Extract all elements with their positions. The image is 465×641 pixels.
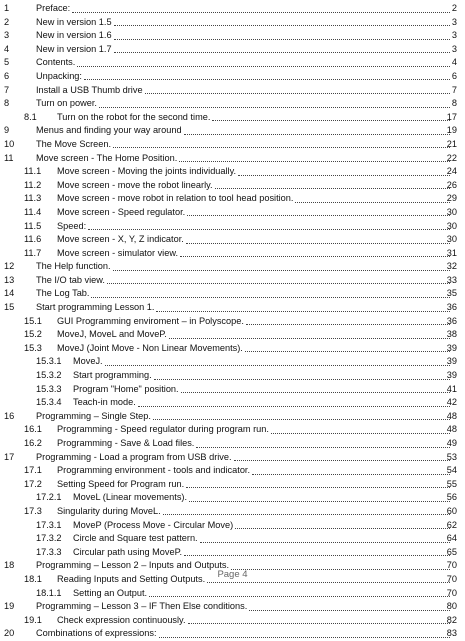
toc-entry-page: 42 — [446, 397, 457, 408]
toc-entry-page: 65 — [446, 546, 457, 557]
toc-entry[interactable] — [0, 328, 465, 342]
toc-entry-title-text: Programming - Speed regulator during program run. — [57, 423, 270, 437]
toc-entry-number: 17.2.1 — [36, 492, 62, 503]
toc-entry-number: 11.3 — [24, 193, 42, 204]
toc-entry[interactable] — [0, 192, 465, 206]
toc-entry-title — [57, 342, 451, 356]
toc-dot-leader — [186, 478, 450, 489]
toc-entry-title — [57, 247, 451, 261]
toc-entry-page: 53 — [446, 451, 457, 462]
toc-dot-leader — [149, 587, 450, 598]
toc-entry-title-text: Move screen - Moving the joints individually. — [57, 165, 237, 179]
toc-entry-title — [73, 587, 451, 601]
toc-entry-number: 11.5 — [24, 220, 42, 231]
toc-entry-title-text: Turn on power. — [36, 97, 98, 111]
toc-entry-page: 56 — [446, 492, 457, 503]
toc-entry[interactable] — [0, 29, 465, 43]
toc-entry-page: 26 — [446, 179, 457, 190]
toc-dot-leader — [169, 328, 450, 339]
toc-entry-title-text: Move screen - Speed regulator. — [57, 206, 186, 220]
toc-entry-title-text: Move screen - The Home Position. — [36, 152, 178, 166]
toc-entry[interactable] — [0, 152, 465, 166]
toc-entry-title-text: MoveP (Process Move - Circular Move) — [73, 519, 234, 533]
toc-entry-number: 19 — [4, 601, 15, 612]
toc-entry-page: 4 — [451, 57, 457, 68]
toc-entry-title-text: Reading Inputs and Setting Outputs. — [57, 573, 206, 587]
toc-entry[interactable] — [0, 220, 465, 234]
toc-entry-number: 15 — [4, 302, 15, 313]
toc-entry-page: 36 — [446, 302, 457, 313]
toc-dot-leader — [138, 396, 450, 407]
toc-entry[interactable] — [0, 301, 465, 315]
toc-entry-number: 19.1 — [24, 614, 42, 625]
toc-entry-title-text: Circular path using MoveP. — [73, 546, 183, 560]
toc-entry[interactable] — [0, 505, 465, 519]
toc-dot-leader — [114, 43, 450, 54]
toc-entry-title-text: Programming - Save & Load files. — [57, 437, 195, 451]
toc-dot-leader — [145, 84, 450, 95]
toc-entry-page: 39 — [446, 342, 457, 353]
toc-entry-page: 64 — [446, 533, 457, 544]
toc-entry-title-text: Move screen - move the robot linearly. — [57, 179, 214, 193]
toc-dot-leader — [154, 369, 450, 380]
toc-entry-title — [36, 260, 451, 274]
toc-entry-page: 83 — [446, 628, 457, 639]
toc-dot-leader — [180, 247, 450, 258]
toc-entry-number: 15.3.3 — [36, 383, 62, 394]
toc-entry-title — [73, 355, 451, 369]
toc-entry-title — [57, 206, 451, 220]
toc-entry[interactable] — [0, 532, 465, 546]
page-footer: Page 4 — [217, 569, 248, 580]
toc-dot-leader — [163, 505, 450, 516]
toc-entry-title-text: MoveJ. — [73, 355, 104, 369]
toc-entry-page: 8 — [451, 98, 457, 109]
toc-entry-page: 21 — [446, 138, 457, 149]
toc-entry-title — [57, 423, 451, 437]
toc-entry-number: 8 — [4, 98, 10, 109]
toc-dot-leader — [184, 124, 450, 135]
toc-entry[interactable] — [0, 138, 465, 152]
toc-dot-leader — [196, 437, 450, 448]
toc-entry-number: 15.1 — [24, 315, 42, 326]
toc-entry[interactable] — [0, 124, 465, 138]
toc-dot-leader — [234, 451, 450, 462]
toc-entry-title — [73, 546, 451, 560]
toc-dot-leader — [252, 464, 450, 475]
toc-entry[interactable] — [0, 491, 465, 505]
toc-entry-page: 80 — [446, 601, 457, 612]
toc-entry-title-text: Contents. — [36, 56, 76, 70]
toc-entry-number: 17.3.1 — [36, 519, 62, 530]
toc-entry-page: 19 — [446, 125, 457, 136]
toc-entry[interactable] — [0, 179, 465, 193]
toc-entry-title-text: Program "Home" position. — [73, 383, 180, 397]
toc-entry-title-text: Setting Speed for Program run. — [57, 478, 185, 492]
toc-entry[interactable] — [0, 165, 465, 179]
toc-dot-leader — [88, 220, 450, 231]
toc-entry-title-text: Speed: — [57, 220, 87, 234]
toc-entry-page: 36 — [446, 315, 457, 326]
toc-entry[interactable] — [0, 383, 465, 397]
toc-entry[interactable] — [0, 70, 465, 84]
toc-entry-title — [36, 124, 451, 138]
toc-entry-page: 31 — [446, 247, 457, 258]
table-of-contents — [0, 2, 465, 641]
toc-entry-number: 11.4 — [24, 206, 42, 217]
toc-entry-number: 16.2 — [24, 438, 42, 448]
toc-entry-page: 35 — [446, 288, 457, 299]
toc-entry-page: 24 — [446, 166, 457, 177]
toc-entry-page: 29 — [446, 193, 457, 204]
toc-entry[interactable] — [0, 627, 465, 641]
toc-entry-number: 15.3.1 — [36, 356, 62, 367]
toc-entry-number: 18.1 — [24, 573, 42, 584]
toc-entry-title — [57, 165, 451, 179]
toc-entry-title-text: New in version 1.7 — [36, 43, 113, 57]
toc-entry-title — [73, 532, 451, 546]
toc-entry-title-text: Programming – Single Step. — [36, 410, 152, 424]
toc-entry-title — [73, 369, 451, 383]
toc-entry[interactable] — [0, 410, 465, 424]
toc-entry-title — [36, 274, 451, 288]
toc-entry[interactable] — [0, 97, 465, 111]
toc-entry-title-text: Turn on the robot for the second time. — [57, 111, 211, 125]
toc-entry-number: 17 — [4, 451, 15, 462]
toc-entry-title — [57, 437, 451, 451]
toc-dot-leader — [245, 342, 450, 353]
toc-entry-number: 20 — [4, 628, 15, 639]
toc-entry[interactable] — [0, 478, 465, 492]
toc-entry[interactable] — [0, 16, 465, 30]
toc-entry-page: 30 — [446, 206, 457, 217]
toc-entry[interactable] — [0, 519, 465, 533]
toc-entry-title-text: MoveJ, MoveL and MoveP. — [57, 328, 168, 342]
toc-entry[interactable] — [0, 84, 465, 98]
toc-dot-leader — [295, 192, 450, 203]
toc-entry-title-text: Move screen - X, Y, Z indicator. — [57, 233, 185, 247]
toc-entry[interactable] — [0, 396, 465, 410]
toc-entry-page: 70 — [446, 587, 457, 598]
toc-dot-leader — [114, 29, 450, 40]
toc-dot-leader — [235, 519, 450, 530]
toc-entry-page: 2 — [451, 3, 457, 13]
toc-entry-page: 33 — [446, 274, 457, 285]
toc-entry-title — [36, 56, 451, 70]
toc-dot-leader — [72, 2, 450, 13]
toc-entry-title — [57, 111, 451, 125]
toc-entry-page: 17 — [446, 111, 457, 122]
toc-entry-page: 62 — [446, 519, 457, 530]
toc-entry-number: 1 — [4, 3, 10, 13]
toc-entry-title — [36, 410, 451, 424]
toc-entry-number: 7 — [4, 84, 10, 95]
toc-entry-title-text: Start programming. — [73, 369, 153, 383]
toc-entry-number: 16.1 — [24, 424, 42, 435]
toc-entry-title — [36, 16, 451, 30]
toc-entry[interactable] — [0, 287, 465, 301]
toc-dot-leader — [246, 315, 450, 326]
toc-dot-leader — [156, 301, 450, 312]
toc-entry-number: 16 — [4, 410, 15, 421]
toc-entry-title-text: Move screen - simulator view. — [57, 247, 179, 261]
toc-entry-title — [36, 301, 451, 315]
toc-entry[interactable] — [0, 233, 465, 247]
toc-entry-number: 18 — [4, 560, 15, 571]
toc-entry-title — [57, 614, 451, 628]
toc-entry-page: 32 — [446, 261, 457, 272]
toc-dot-leader — [249, 600, 450, 611]
toc-dot-leader — [91, 287, 450, 298]
toc-entry-title-text: New in version 1.5 — [36, 16, 113, 30]
toc-entry-page: 48 — [446, 410, 457, 421]
toc-dot-leader — [159, 627, 450, 638]
toc-entry-title — [36, 43, 451, 57]
toc-entry-number: 15.2 — [24, 329, 42, 340]
toc-entry-title — [57, 328, 451, 342]
toc-entry-number: 18.1.1 — [36, 587, 62, 598]
toc-entry-title — [36, 2, 451, 16]
toc-entry-title-text: Menus and finding your way around — [36, 124, 183, 138]
toc-entry[interactable] — [0, 423, 465, 437]
toc-entry[interactable] — [0, 43, 465, 57]
toc-entry-page: 48 — [446, 424, 457, 435]
toc-entry-title-text: Programming – Lesson 2 – Inputs and Outputs. — [36, 559, 230, 573]
toc-entry-title-text: The Move Screen. — [36, 138, 112, 152]
toc-entry-number: 11.7 — [24, 247, 42, 258]
toc-entry-page: 39 — [446, 370, 457, 381]
toc-entry-number: 12 — [4, 261, 15, 272]
toc-entry-title-text: The Log Tab. — [36, 287, 90, 301]
toc-entry-number: 11.6 — [24, 234, 42, 245]
toc-entry-title-text: Check expression continuously. — [57, 614, 187, 628]
toc-entry-title — [57, 192, 451, 206]
toc-entry-page: 55 — [446, 478, 457, 489]
toc-dot-leader — [105, 355, 450, 366]
toc-entry-page: 70 — [446, 573, 457, 584]
toc-entry-title — [36, 451, 451, 465]
toc-dot-leader — [77, 56, 450, 67]
toc-entry-number: 17.3.2 — [36, 533, 62, 544]
toc-entry-number: 15.3 — [24, 342, 42, 353]
toc-entry[interactable] — [0, 464, 465, 478]
toc-entry-number: 5 — [4, 57, 10, 68]
toc-dot-leader — [179, 152, 450, 163]
toc-entry[interactable] — [0, 247, 465, 261]
toc-entry[interactable] — [0, 587, 465, 601]
toc-entry-number: 3 — [4, 30, 10, 41]
toc-dot-leader — [184, 546, 450, 557]
toc-dot-leader — [114, 16, 450, 27]
toc-entry-title — [73, 491, 451, 505]
toc-entry-number: 4 — [4, 43, 10, 54]
toc-dot-leader — [271, 423, 450, 434]
toc-entry-title — [36, 97, 451, 111]
toc-entry-title-text: Singularity during MoveL. — [57, 505, 162, 519]
toc-entry-title-text: MoveL (Linear movements). — [73, 491, 188, 505]
toc-entry-title — [36, 29, 451, 43]
toc-dot-leader — [187, 206, 450, 217]
toc-entry-number: 15.3.4 — [36, 397, 62, 408]
toc-entry[interactable] — [0, 111, 465, 125]
toc-entry-page: 38 — [446, 329, 457, 340]
toc-entry-title — [73, 396, 451, 410]
toc-entry-title — [57, 179, 451, 193]
toc-dot-leader — [189, 491, 450, 502]
toc-entry-title — [36, 600, 451, 614]
toc-entry[interactable] — [0, 274, 465, 288]
toc-dot-leader — [84, 70, 450, 81]
toc-entry-number: 17.3.3 — [36, 546, 62, 557]
toc-entry-title-text: Start programming Lesson 1. — [36, 301, 155, 315]
toc-entry-page: 39 — [446, 356, 457, 367]
toc-entry[interactable] — [0, 342, 465, 356]
toc-entry-title — [73, 383, 451, 397]
toc-entry-title-text: New in version 1.6 — [36, 29, 113, 43]
toc-dot-leader — [200, 532, 450, 543]
toc-entry[interactable] — [0, 56, 465, 70]
toc-entry-title — [57, 478, 451, 492]
toc-entry-title-text: Circle and Square test pattern. — [73, 532, 199, 546]
toc-entry-title-text: Unpacking: — [36, 70, 83, 84]
toc-entry-page: 30 — [446, 220, 457, 231]
toc-entry-number: 2 — [4, 16, 10, 27]
toc-entry-title-text: Programming environment - tools and indicator. — [57, 464, 251, 478]
toc-entry[interactable] — [0, 315, 465, 329]
toc-entry[interactable] — [0, 451, 465, 465]
toc-entry-page: 7 — [451, 84, 457, 95]
toc-entry-title — [36, 287, 451, 301]
toc-entry-page: 3 — [451, 43, 457, 54]
toc-entry-title-text: Programming - Load a program from USB drive. — [36, 451, 233, 465]
toc-dot-leader — [181, 383, 450, 394]
toc-entry-page: 22 — [446, 152, 457, 163]
toc-dot-leader — [238, 165, 450, 176]
toc-dot-leader — [153, 410, 450, 421]
toc-entry-number: 17.3 — [24, 505, 42, 516]
toc-entry-page: 30 — [446, 234, 457, 245]
toc-entry-title — [57, 505, 451, 519]
toc-entry-number: 11.2 — [24, 179, 42, 190]
toc-entry[interactable] — [0, 260, 465, 274]
toc-entry-title-text: Install a USB Thumb drive — [36, 84, 144, 98]
toc-entry-title — [73, 519, 451, 533]
toc-entry-title — [36, 84, 451, 98]
toc-entry-title — [57, 464, 451, 478]
toc-entry-title-text: Combinations of expressions: — [36, 627, 158, 641]
toc-entry[interactable] — [0, 369, 465, 383]
toc-dot-leader — [215, 179, 450, 190]
toc-entry[interactable] — [0, 437, 465, 451]
toc-entry-title-text: Teach-in mode. — [73, 396, 137, 410]
toc-entry-number: 6 — [4, 70, 10, 81]
toc-entry-title-text: GUI Programming enviroment – in Polyscope. — [57, 315, 245, 329]
toc-entry-page: 54 — [446, 465, 457, 476]
toc-entry[interactable] — [0, 546, 465, 560]
toc-entry-number: 11.1 — [24, 166, 42, 177]
toc-entry-title — [57, 220, 451, 234]
toc-dot-leader — [212, 111, 450, 122]
toc-dot-leader — [188, 614, 450, 625]
toc-entry-number: 14 — [4, 288, 15, 299]
toc-dot-leader — [113, 138, 450, 149]
toc-entry-title-text: Setting an Output. — [73, 587, 148, 601]
toc-entry-title — [36, 138, 451, 152]
toc-entry-page: 3 — [451, 30, 457, 41]
toc-entry-number: 8.1 — [24, 111, 37, 122]
toc-entry-title-text: Preface: — [36, 2, 71, 16]
toc-entry-number: 13 — [4, 274, 15, 285]
toc-dot-leader — [107, 274, 450, 285]
toc-entry-title-text: The Help function. — [36, 260, 112, 274]
toc-entry-number: 17.2 — [24, 478, 42, 489]
toc-dot-leader — [186, 233, 450, 244]
toc-entry-number: 10 — [4, 138, 15, 149]
toc-entry-page: 60 — [446, 505, 457, 516]
toc-entry[interactable] — [0, 614, 465, 628]
toc-dot-leader — [99, 97, 450, 108]
toc-entry-page: 6 — [451, 70, 457, 81]
toc-entry[interactable] — [0, 355, 465, 369]
toc-entry-number: 11 — [4, 152, 14, 163]
toc-entry-number: 15.3.2 — [36, 370, 62, 381]
toc-entry[interactable] — [0, 600, 465, 614]
toc-dot-leader — [113, 260, 450, 271]
toc-entry-page: 82 — [446, 614, 457, 625]
toc-entry-page: 41 — [446, 383, 457, 394]
toc-entry-title-text: Programming – Lesson 3 – IF Then Else conditions. — [36, 600, 248, 614]
toc-entry-number: 9 — [4, 125, 10, 136]
toc-entry-page: 3 — [451, 16, 457, 27]
toc-entry-title-text: Move screen - move robot in relation to tool head position. — [57, 192, 294, 206]
toc-entry-title-text: The I/O tab view. — [36, 274, 106, 288]
toc-entry-title — [36, 627, 451, 641]
toc-entry[interactable] — [0, 2, 465, 16]
toc-entry-title — [57, 315, 451, 329]
toc-entry-title-text: MoveJ (Joint Move - Non Linear Movements). — [57, 342, 244, 356]
toc-entry-page: 49 — [446, 438, 457, 448]
toc-entry-title — [36, 152, 451, 166]
toc-entry-number: 17.1 — [24, 465, 42, 476]
toc-entry-page: 70 — [446, 560, 457, 571]
toc-entry-title — [57, 233, 451, 247]
toc-entry-title — [36, 70, 451, 84]
toc-entry[interactable] — [0, 206, 465, 220]
